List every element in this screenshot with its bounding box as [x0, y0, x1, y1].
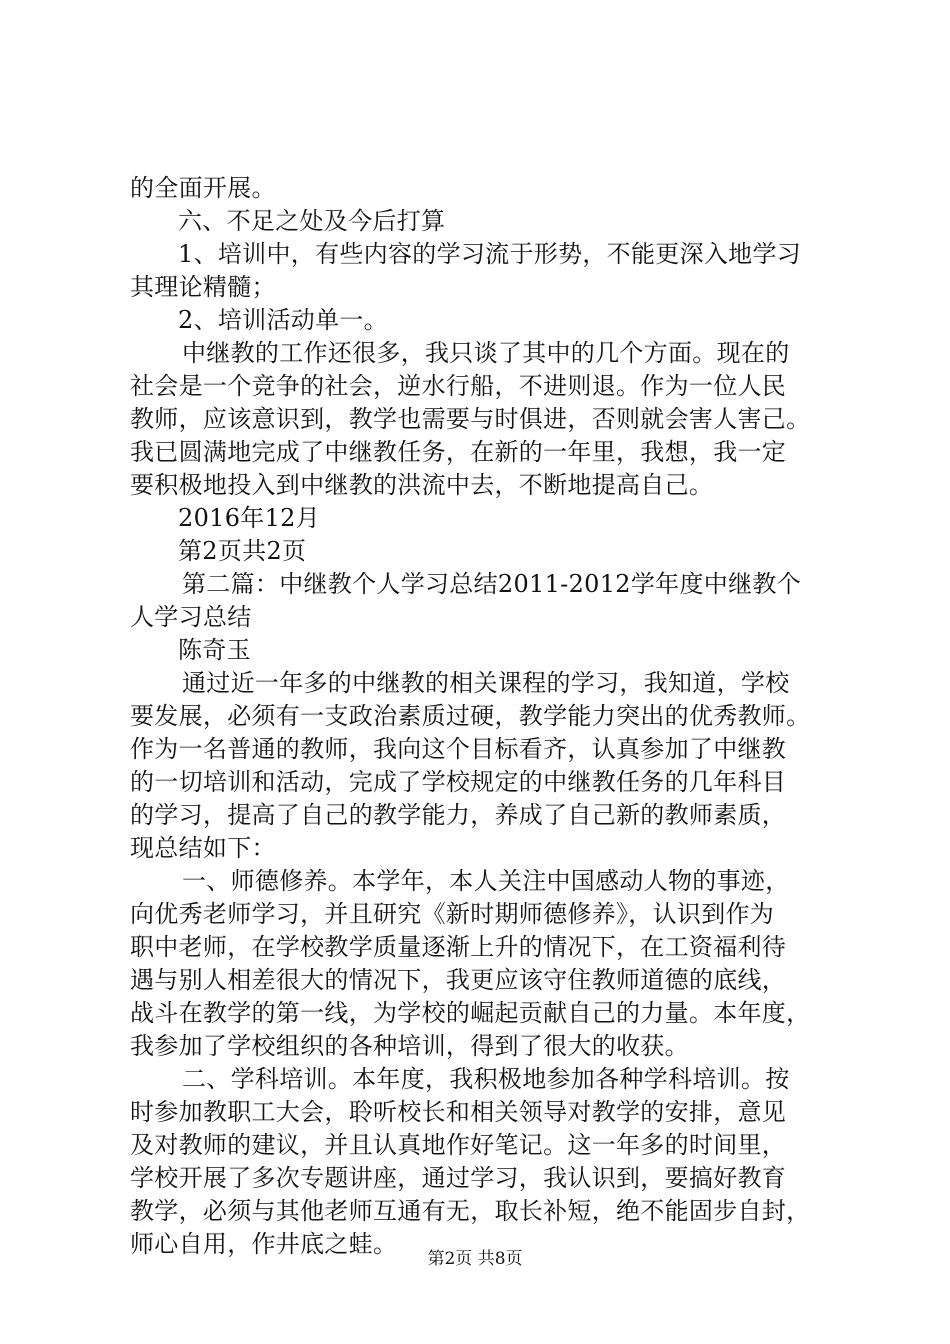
text-line: 我参加了学校组织的各种培训，得到了很大的收获。 [130, 1032, 689, 1060]
text-line: 时参加教职工大会，聆听校长和相关领导对教学的安排，意见 [130, 1098, 787, 1126]
text-line: 作为一名普通的教师，我向这个目标看齐，认真参加了中继教 [130, 735, 787, 763]
text-line: 战斗在教学的第一线，为学校的崛起贡献自己的力量。本年度， [130, 999, 811, 1027]
page-footer: 第2页 共8页 [427, 1249, 523, 1269]
list-item: 1、培训中，有些内容的学习流于形势，不能更深入地学习 [178, 240, 802, 268]
text-line: 社会是一个竞争的社会，逆水行船，不进则退。作为一位人民 [130, 372, 787, 400]
text-line: 的学习，提高了自己的教学能力，养成了自己新的教师素质， [130, 801, 787, 829]
text-line: 要积极地投入到中继教的洪流中去，不断地提高自己。 [130, 471, 714, 499]
text-line: 遇与别人相差很大的情况下，我更应该守住教师道德的底线， [130, 966, 787, 994]
article-title-continued: 人学习总结 [130, 603, 252, 631]
text-line: 向优秀老师学习，并且研究《新时期师德修养》，认识到作为 [130, 900, 775, 928]
paragraph-line: 中继教的工作还很多，我只谈了其中的几个方面。现在的 [182, 339, 790, 367]
paragraph-line: 通过近一年多的中继教的相关课程的学习，我知道，学校 [182, 669, 790, 697]
section-heading: 一、师德修养。本学年，本人关注中国感动人物的事迹， [182, 867, 790, 895]
text-line: 师心自用，作井底之蛙。 [130, 1230, 398, 1258]
article-title: 第二篇：中继教个人学习总结2011-2012学年度中继教个 [182, 570, 801, 598]
text-line: 的全面开展。 [130, 174, 276, 202]
text-line: 学校开展了多次专题讲座，通过学习，我认识到，要搞好教育 [130, 1164, 787, 1192]
author-name: 陈奇玉 [178, 636, 251, 664]
text-line: 现总结如下： [130, 834, 276, 862]
page-count-line: 第2页共2页 [178, 537, 307, 565]
text-line: 要发展，必须有一支政治素质过硬，教学能力突出的优秀教师。 [130, 702, 811, 730]
text-line: 其理论精髓； [130, 273, 276, 301]
document-body [130, 172, 840, 1261]
section-heading: 二、学科培训。本年度，我积极地参加各种学科培训。按 [182, 1065, 790, 1093]
text-line: 及对教师的建议，并且认真地作好笔记。这一年多的时间里， [130, 1131, 787, 1159]
text-line: 我已圆满地完成了中继教任务，在新的一年里，我想，我一定 [130, 438, 787, 466]
text-line: 的一切培训和活动，完成了学校规定的中继教任务的几年科目 [130, 768, 787, 796]
text-line: 教师，应该意识到，教学也需要与时俱进，否则就会害人害己。 [130, 405, 811, 433]
section-heading: 六、不足之处及今后打算 [178, 207, 446, 235]
list-item: 2、培训活动单一。 [178, 306, 388, 334]
text-line: 职中老师，在学校教学质量逐渐上升的情况下，在工资福利待 [130, 933, 787, 961]
date-line: 2016年12月 [178, 504, 321, 532]
text-line: 教学，必须与其他老师互通有无，取长补短，绝不能固步自封， [130, 1197, 811, 1225]
